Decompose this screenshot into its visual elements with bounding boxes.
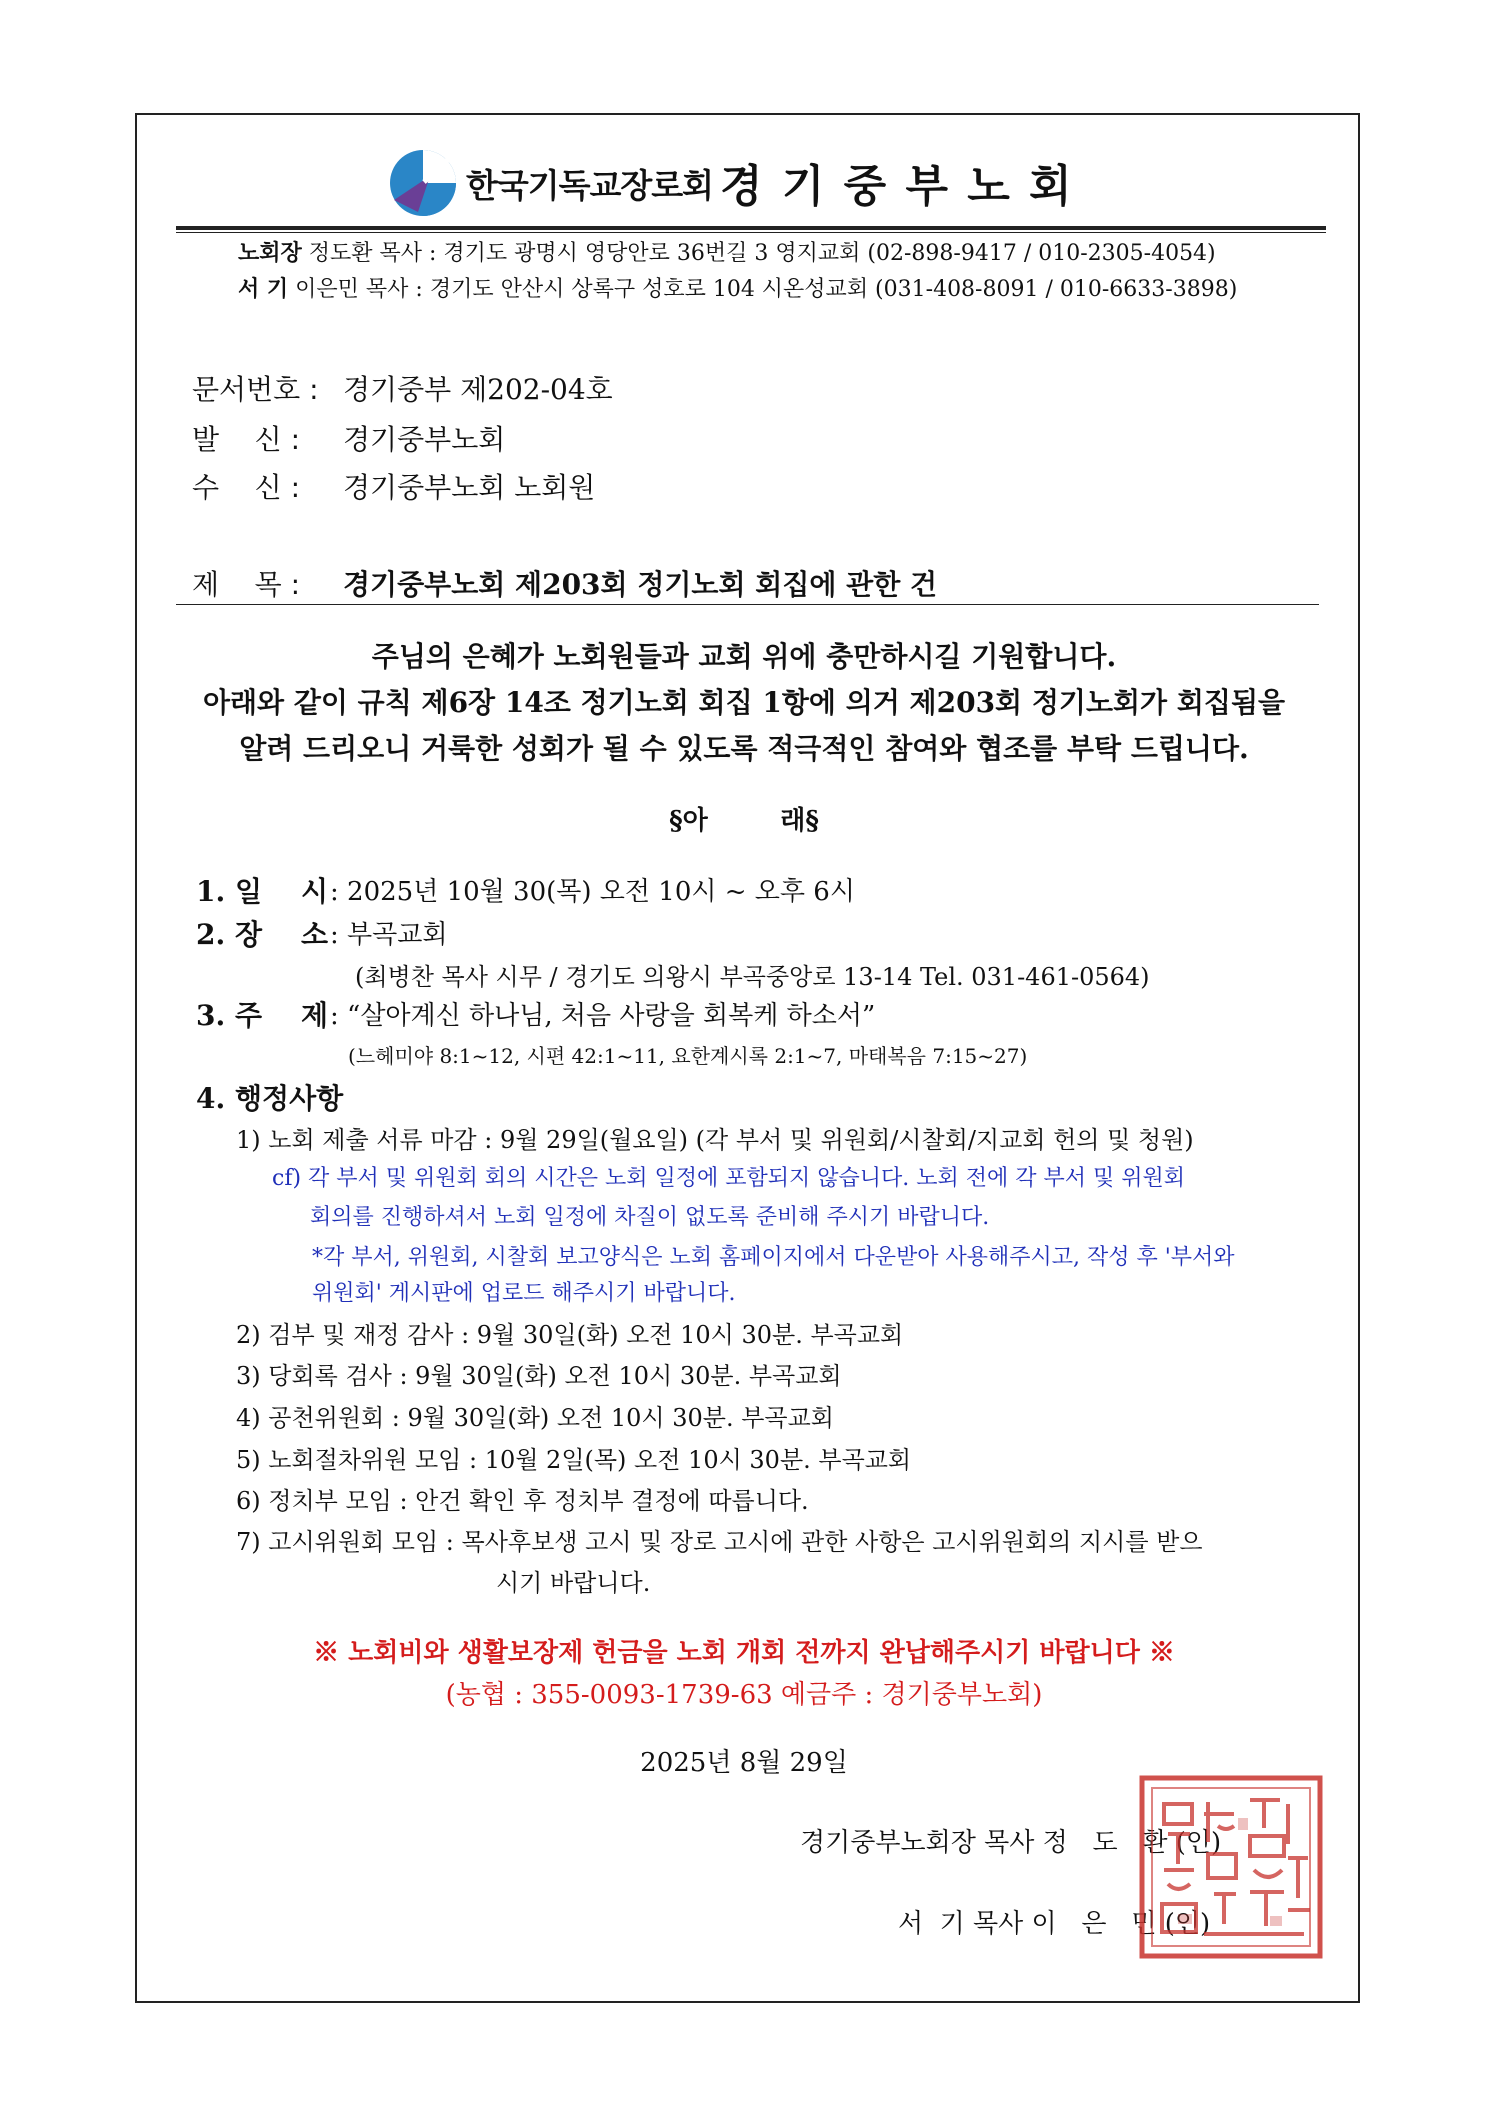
admin-item-6: 6) 정치부 모임 : 안건 확인 후 정치부 결정에 따릅니다. [236,1487,809,1515]
place-label: 2. 장 소 [196,918,329,951]
doc-no: 경기중부 제202-04호 [343,373,613,406]
place-detail: (최병찬 목사 시무 / 경기도 의왕시 부곡중앙로 13-14 Tel. 031-461-0564) [355,963,1150,991]
receiver-label: 수 신 : [192,471,301,504]
place-value: : 부곡교회 [330,920,448,950]
official-seal-icon [1138,1774,1324,1960]
doc-no-label: 문서번호 : [192,373,319,406]
presbytery-name: 경 기 중 부 노 회 [720,161,1074,212]
greeting-line-3: 알려 드리오니 거룩한 성회가 될 수 있도록 적극적인 참여와 협조를 부탁 드립니다. [239,732,1249,765]
admin-item-4: 4) 공천위원회 : 9월 30일(화) 오전 10시 30분. 부곡교회 [236,1404,834,1432]
date-value: : 2025년 10월 30(목) 오전 10시 ~ 오후 6시 [330,877,855,907]
admin-note-2b: 위원회' 게시판에 업로드 해주시기 바랍니다. [312,1281,736,1306]
clerk-signature: 서 기 목사 이 은 민 (인) [898,1909,1211,1939]
clerk-label: 서 기 [238,276,289,302]
header-rule-thick [176,226,1326,230]
moderator-info: 정도환 목사 : 경기도 광명시 영당안로 36번길 3 영지교회 (02-898-9417 / 010-2305-4054) [308,241,1216,266]
sender: 경기중부노회 [343,423,506,456]
clerk-line [238,272,1237,303]
moderator-label: 노회장 [238,240,302,266]
admin-note-1b: 회의를 진행하셔서 노회 일정에 차질이 없도록 준비해 주시기 바랍니다. [310,1205,990,1230]
admin-item-7: 7) 고시위원회 모임 : 목사후보생 고시 및 장로 고시에 관한 사항은 고시위원회의 지시를 받으 [236,1528,1203,1556]
theme-label: 3. 주 제 [196,999,329,1032]
issue-date: 2025년 8월 29일 [640,1748,848,1778]
admin-item-1: 1) 노회 제출 서류 마감 : 9월 29일(월요일) (각 부서 및 위원회/시찰회/지교회 헌의 및 청원) [236,1126,1194,1154]
section-title: §아 래§ [669,806,819,836]
moderator-signature: 경기중부노회장 목사 정 도 환 (인) [800,1828,1222,1858]
admin-note-1a: cf) 각 부서 및 위원회 회의 시간은 노회 일정에 포함되지 않습니다. 노회 전에 각 부서 및 위원회 [272,1166,1186,1191]
admin-label: 4. 행정사항 [196,1082,344,1115]
dues-notice: ※ 노회비와 생활보장제 헌금을 노회 개회 전까지 완납해주시기 바랍니다 ※ [313,1638,1175,1668]
subject-label: 제 목 : [192,568,301,601]
greeting-line-2: 아래와 같이 규칙 제6장 14조 정기노회 회집 1항에 의거 제203회 정기노회가 회집됨을 [202,686,1286,719]
subject-rule [176,604,1319,605]
clerk-info: 이은민 목사 : 경기도 안산시 상록구 성호로 104 시온성교회 (031-408-8091 / 010-6633-3898) [295,277,1238,302]
admin-item-2: 2) 검부 및 재정 감사 : 9월 30일(화) 오전 10시 30분. 부곡교회 [236,1321,904,1349]
subject: 경기중부노회 제203회 정기노회 회집에 관한 건 [343,568,938,601]
moderator-line [238,236,1216,267]
theme-refs: (느헤미야 8:1~12, 시편 42:1~11, 요한계시록 2:1~7, 마태복음 7:15~27) [348,1044,1028,1068]
greeting-line-1: 주님의 은혜가 노회원들과 교회 위에 충만하시길 기원합니다. [371,640,1117,673]
org-name: 한국기독교장로회 [466,166,714,205]
admin-note-2a: *각 부서, 위원회, 시찰회 보고양식은 노회 홈페이지에서 다운받아 사용해주시고, 작성 후 '부서와 [312,1245,1235,1270]
presbytery-logo-icon [388,148,458,218]
admin-item-7b: 시기 바랍니다. [496,1569,651,1597]
admin-item-5: 5) 노회절차위원 모임 : 10월 2일(목) 오전 10시 30분. 부곡교회 [236,1446,912,1474]
admin-item-3: 3) 당회록 검사 : 9월 30일(화) 오전 10시 30분. 부곡교회 [236,1362,842,1390]
receiver: 경기중부노회 노회원 [343,471,596,504]
bank-account: (농협 : 355-0093-1739-63 예금주 : 경기중부노회) [445,1680,1043,1710]
theme-value: : “살아계신 하나님, 처음 사랑을 회복케 하소서” [330,1001,876,1031]
sender-label: 발 신 : [192,423,301,456]
date-label: 1. 일 시 [196,875,329,908]
header-rule-thin [176,232,1326,233]
